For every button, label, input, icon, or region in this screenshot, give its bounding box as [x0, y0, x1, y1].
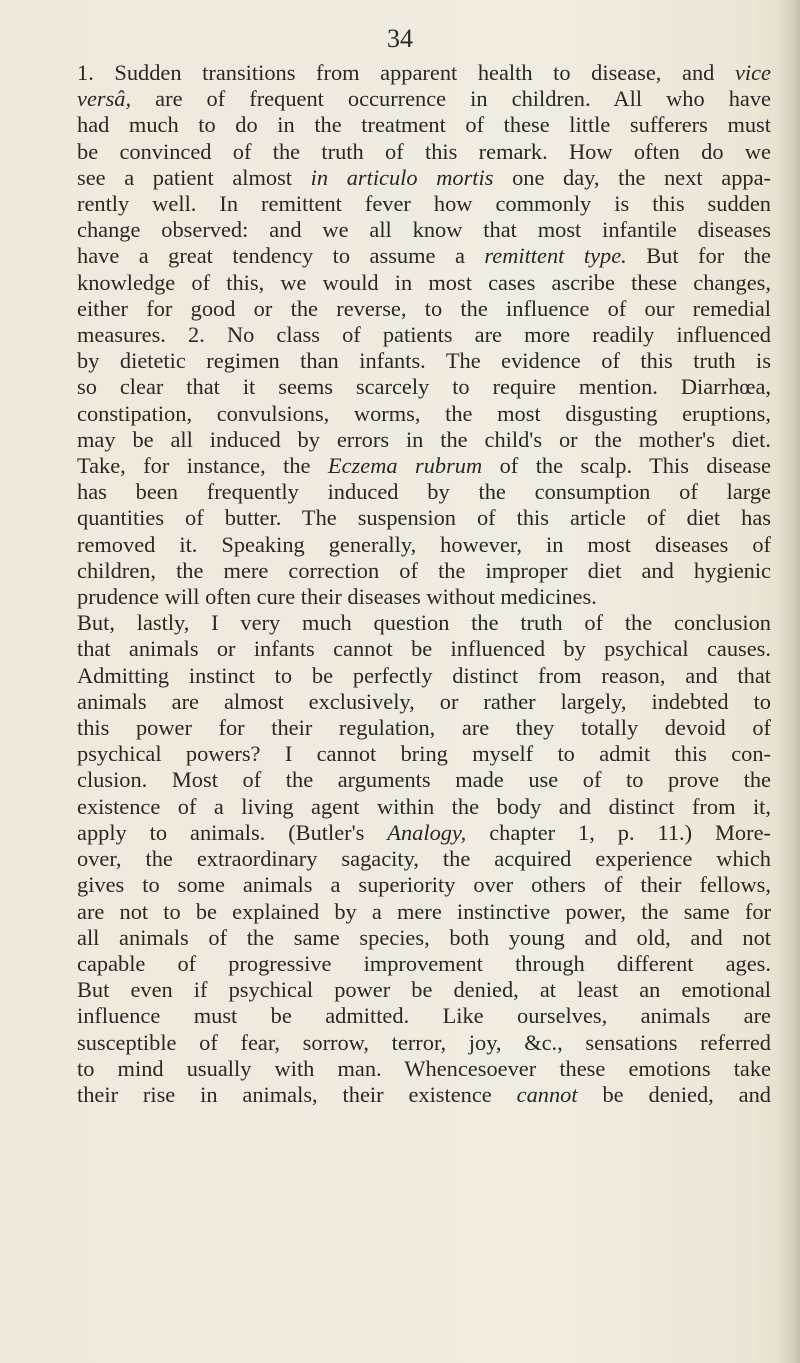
text-line: quantities of butter. The suspension of this article of diet has: [77, 505, 771, 531]
page-edge-shadow: [778, 0, 800, 1363]
text-line: existence of a living agent within the body and distinct from it,: [77, 793, 771, 819]
text-line: 1. Sudden transitions from apparent health to disease, and vice: [77, 60, 771, 85]
text-line: capable of progressive improvement through different ages.: [77, 950, 771, 976]
page-number: 34: [387, 24, 413, 53]
text-line: clusion. Most of the arguments made use of to prove the: [77, 767, 771, 793]
text-line: Take, for instance, the Eczema rubrum of the scalp. This disease: [77, 453, 771, 479]
text-line: either for good or the reverse, to the influence of our remedial: [77, 295, 771, 321]
text-line: see a patient almost in articulo mortis one day, the next appa-: [77, 164, 771, 190]
text-line: has been frequently induced by the consumption of large: [77, 479, 771, 505]
text-line: knowledge of this, we would in most cases ascribe these changes,: [77, 269, 771, 295]
text-line: prudence will often cure their diseases without medicines.: [77, 584, 597, 610]
body-text: [53, 60, 771, 1108]
text-line: measures. 2. No class of patients are more readily influenced: [77, 322, 771, 348]
text-line: may be all induced by errors in the child's or the mother's diet.: [77, 426, 771, 452]
text-line: have a great tendency to assume a remittent type. But for the: [77, 243, 771, 269]
text-line: all animals of the same species, both young and old, and not: [77, 924, 771, 950]
text-line: animals are almost exclusively, or rather largely, indebted to: [77, 688, 771, 714]
text-line: by dietetic regimen than infants. The evidence of this truth is: [77, 348, 771, 374]
text-line: change observed: and we all know that most infantile diseases: [77, 217, 771, 243]
paragraph-1: [53, 60, 771, 610]
text-line: gives to some animals a superiority over others of their fellows,: [77, 872, 771, 898]
text-line: constipation, convulsions, worms, the most disgusting eruptions,: [77, 400, 771, 426]
text-line: had much to do in the treatment of these little sufferers must: [77, 112, 771, 138]
text-line: But even if psychical power be denied, at least an emotional: [77, 977, 771, 1003]
text-line: rently well. In remittent fever how commonly is this sudden: [77, 191, 771, 217]
text-line: removed it. Speaking generally, however, in most diseases of: [77, 531, 771, 557]
text-line: children, the mere correction of the improper diet and hygienic: [77, 557, 771, 583]
text-line: But, lastly, I very much question the truth of the conclusion: [77, 610, 771, 636]
text-line: apply to animals. (Butler's Analogy, chapter 1, p. 11.) More-: [77, 819, 771, 845]
text-line: be convinced of the truth of this remark. How often do we: [77, 138, 771, 164]
paragraph-2: [53, 610, 771, 1108]
text-line: this power for their regulation, are they totally devoid of: [77, 715, 771, 741]
text-line: to mind usually with man. Whencesoever these emotions take: [77, 1055, 771, 1081]
text-line: influence must be admitted. Like ourselves, animals are: [77, 1003, 771, 1029]
text-line: over, the extraordinary sagacity, the acquired experience which: [77, 846, 771, 872]
text-line: versâ, are of frequent occurrence in children. All who have: [77, 86, 771, 112]
text-line: that animals or infants cannot be influenced by psychical causes.: [77, 636, 771, 662]
text-line: are not to be explained by a mere instinctive power, the same for: [77, 898, 771, 924]
text-line: Admitting instinct to be perfectly distinct from reason, and that: [77, 662, 771, 688]
text-line: their rise in animals, their existence cannot be denied, and: [77, 1081, 771, 1107]
text-line: susceptible of fear, sorrow, terror, joy, &c., sensations referred: [77, 1029, 771, 1055]
text-line: psychical powers? I cannot bring myself to admit this con-: [77, 741, 771, 767]
text-line: so clear that it seems scarcely to require mention. Diarrhœa,: [77, 374, 771, 400]
